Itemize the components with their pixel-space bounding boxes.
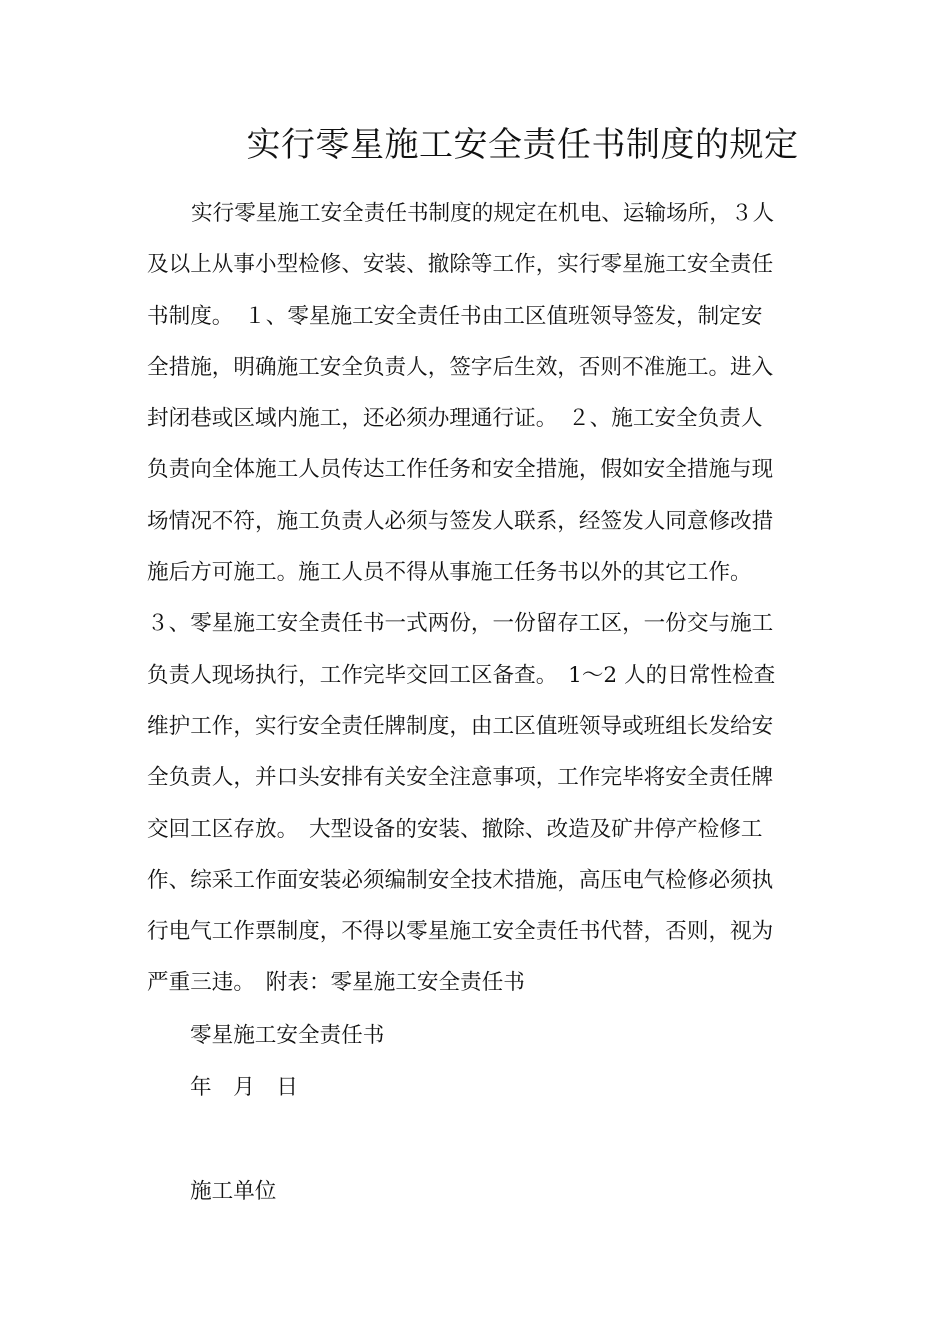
body-line: 全措施，明确施工安全负责人，签字后生效，否则不准施工。进入 [147,354,774,380]
construction-unit-label: 施工单位 [190,1179,277,1204]
body-line: 施后方可施工。施工人员不得从事施工任务书以外的其它工作。 [147,560,752,586]
body-line: 封闭巷或区域内施工，还必须办理通行证。 ２、施工安全负责人 [147,406,763,432]
form-title: 零星施工安全责任书 [190,1023,385,1048]
body-line: 作、综采工作面安装必须编制安全技术措施，高压电气检修必须执 [147,867,774,893]
body-line: 场情况不符，施工负责人必须与签发人联系，经签发人同意修改措 [147,508,774,534]
body-line: 书制度。 １、零星施工安全责任书由工区值班领导签发，制定安 [147,303,763,329]
body-line: 维护工作，实行安全责任牌制度，由工区值班领导或班组长发给安 [147,713,774,739]
body-line: ３、零星施工安全责任书一式两份，一份留存工区，一份交与施工 [147,611,774,637]
body-line: 实行零星施工安全责任书制度的规定在机电、运输场所，３人 [191,201,775,226]
body-line: 负责人现场执行，工作完毕交回工区备查。 1～2 人的日常性检查 [147,662,776,688]
date-line: 年 月 日 [190,1075,298,1100]
body-line: 全负责人，并口头安排有关安全注意事项，工作完毕将安全责任牌 [147,765,774,791]
document-title: 实行零星施工安全责任书制度的规定 [246,125,799,165]
body-line: 及以上从事小型检修、安装、撤除等工作，实行零星施工安全责任 [147,252,774,278]
document-body [147,188,807,1009]
body-line: 严重三违。 附表：零星施工安全责任书 [147,970,525,996]
body-line: 行电气工作票制度，不得以零星施工安全责任书代替，否则，视为 [147,919,774,945]
body-line: 交回工区存放。 大型设备的安装、撤除、改造及矿井停产检修工 [147,816,763,842]
body-line: 负责向全体施工人员传达工作任务和安全措施，假如安全措施与现 [147,457,774,483]
